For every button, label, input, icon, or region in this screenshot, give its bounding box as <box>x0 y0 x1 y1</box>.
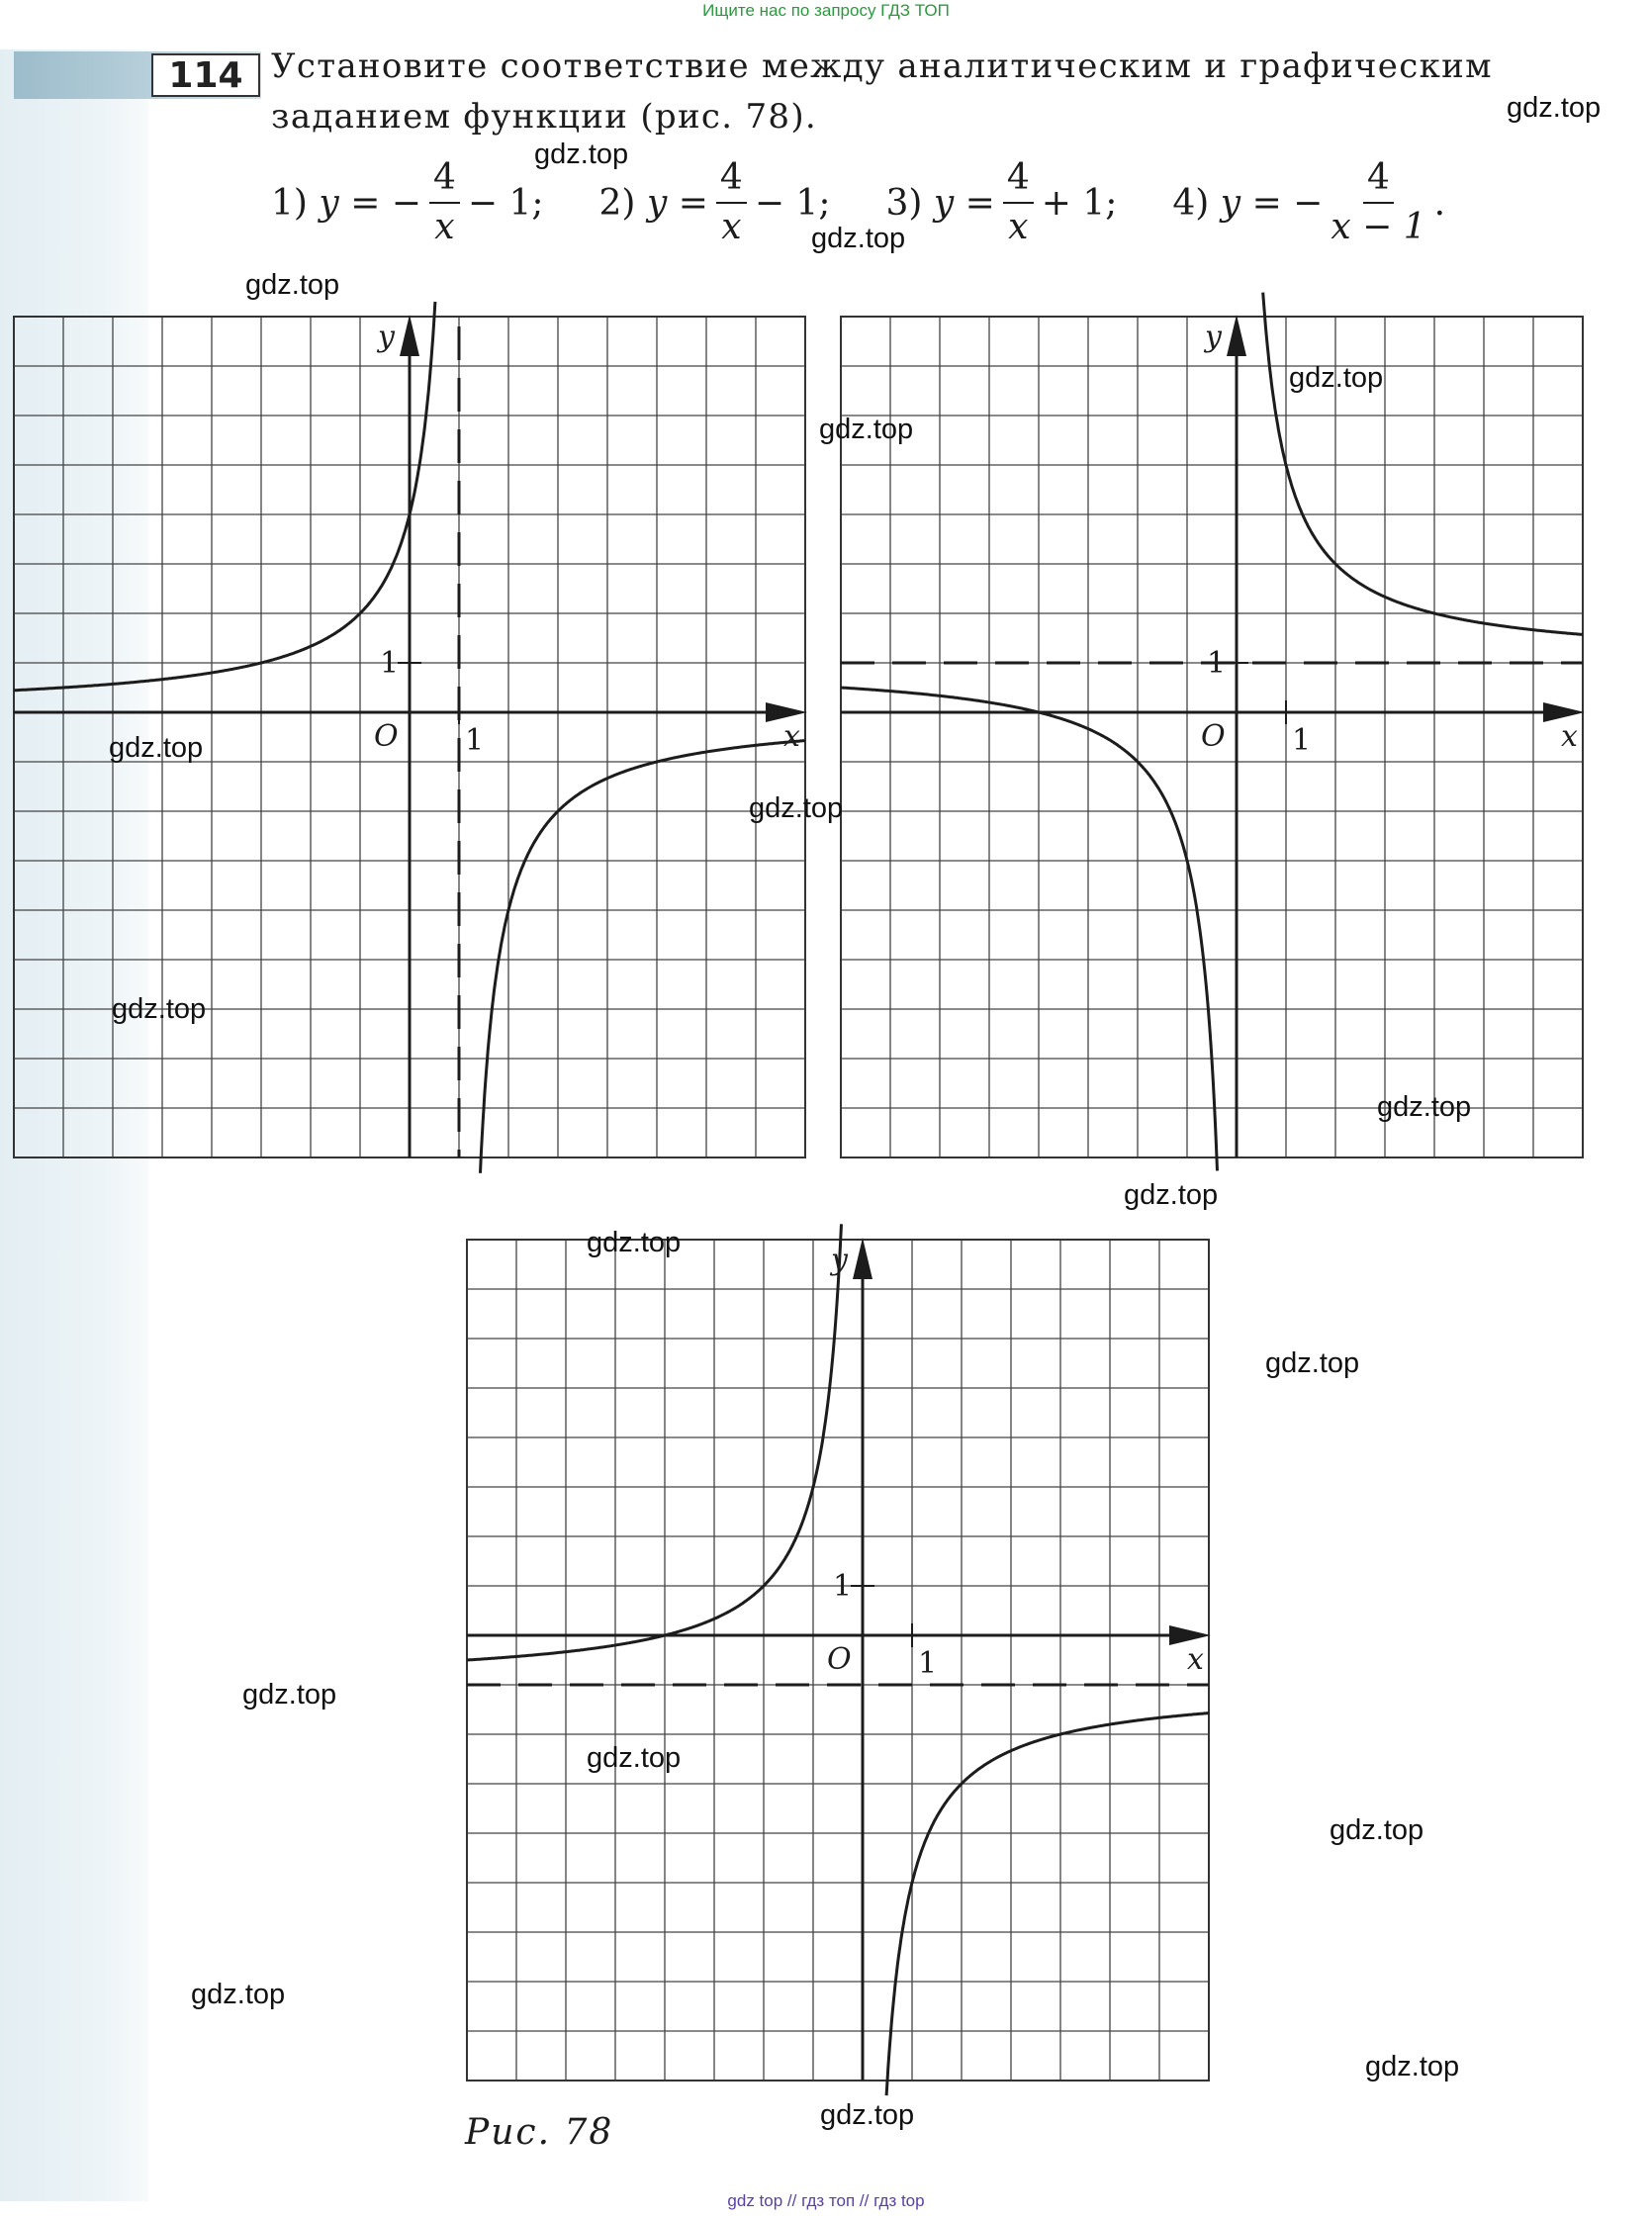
fraction-numerator: 4 <box>716 156 747 204</box>
watermark: gdz.top <box>587 1742 682 1774</box>
watermark: gdz.top <box>820 2099 915 2131</box>
y-axis-label: y <box>378 320 395 354</box>
curve-branch-right <box>1263 293 1583 635</box>
curve-branch-right <box>886 1713 1209 2096</box>
watermark: gdz.top <box>112 993 207 1025</box>
fraction <box>429 156 460 249</box>
fraction-numerator: 4 <box>1363 156 1394 204</box>
x-axis-label: x <box>783 719 800 754</box>
figure-caption: Рис. 78 <box>465 2112 614 2153</box>
fraction <box>716 156 747 249</box>
y-tick-label: 1 <box>833 1569 853 1604</box>
formula-tail: + 1; <box>1041 182 1118 224</box>
y-axis-label: y <box>831 1243 848 1277</box>
watermark: gdz.top <box>1377 1091 1472 1123</box>
curve-branch-left <box>14 302 435 691</box>
formula-lhs: y <box>933 182 955 224</box>
watermark: gdz.top <box>587 1227 682 1258</box>
x-tick-label: 1 <box>1292 723 1312 758</box>
y-axis-label: y <box>1205 320 1222 354</box>
watermark: gdz.top <box>109 732 204 764</box>
y-axis-arrow <box>853 1238 872 1279</box>
x-tick-label: 1 <box>918 1646 938 1681</box>
footer-links[interactable]: gdz top // гдз топ // гдз top <box>727 2191 925 2210</box>
graph-top-right <box>841 317 1585 1171</box>
formula-tail: − 1; <box>467 182 544 224</box>
formula-lhs: y <box>1220 182 1241 224</box>
y-axis-arrow <box>1227 315 1246 356</box>
watermark: gdz.top <box>242 1679 337 1711</box>
origin-label: O <box>374 719 399 754</box>
formula-label: 3) <box>885 182 923 224</box>
formula-1 <box>271 156 544 249</box>
formula-sign: = <box>964 182 995 224</box>
watermark: gdz.top <box>1330 1814 1424 1846</box>
watermark: gdz.top <box>1265 1347 1360 1379</box>
fraction-numerator: 4 <box>429 156 460 204</box>
fraction-denominator: x <box>434 207 455 247</box>
formula-label: 2) <box>598 182 636 224</box>
graph-bottom <box>467 1240 1211 2089</box>
origin-label: O <box>1201 719 1226 754</box>
curve-branch-left <box>841 688 1218 1170</box>
watermark: gdz.top <box>1124 1179 1219 1211</box>
watermark: gdz.top <box>1365 2051 1460 2082</box>
y-axis-arrow <box>400 315 419 356</box>
formula-4 <box>1172 156 1445 249</box>
formula-3 <box>885 156 1117 249</box>
formula-2 <box>599 156 831 249</box>
fraction-denominator: x − 1 <box>1331 207 1426 247</box>
formula-sign: = − <box>1251 182 1324 224</box>
fraction <box>1003 156 1034 249</box>
formula-sign: = <box>678 182 708 224</box>
search-banner[interactable]: Ищите нас по запросу ГДЗ ТОП <box>702 1 950 20</box>
watermark: gdz.top <box>191 1979 286 2010</box>
fraction-numerator: 4 <box>1003 156 1034 204</box>
x-tick-label: 1 <box>465 723 485 758</box>
fraction-denominator: x <box>721 207 742 247</box>
watermark: gdz.top <box>534 139 629 170</box>
formula-tail: − 1; <box>754 182 831 224</box>
watermark: gdz.top <box>1507 92 1602 124</box>
y-tick-label: 1 <box>380 646 400 681</box>
formula-lhs: y <box>646 182 668 224</box>
formula-lhs: y <box>319 182 339 224</box>
y-tick-label: 1 <box>1207 646 1227 681</box>
formula-label: 1) <box>271 182 308 224</box>
watermark: gdz.top <box>245 269 340 301</box>
formula-sign: = − <box>350 182 421 224</box>
watermark: gdz.top <box>811 223 906 254</box>
x-axis-label: x <box>1187 1642 1204 1677</box>
watermark: gdz.top <box>819 414 914 445</box>
formula-list <box>271 148 1557 257</box>
x-axis-label: x <box>1561 719 1578 754</box>
task-statement: Установите соответствие между аналитическим и графическим заданием функции (рис. 78). <box>271 46 1493 137</box>
formula-tail: . <box>1433 182 1446 224</box>
fraction-denominator: x <box>1008 207 1029 247</box>
watermark: gdz.top <box>749 792 844 824</box>
task-number: 114 <box>151 53 260 97</box>
formula-label: 4) <box>1172 182 1210 224</box>
origin-label: O <box>827 1642 852 1677</box>
fraction <box>1331 156 1425 249</box>
watermark: gdz.top <box>1289 362 1384 394</box>
